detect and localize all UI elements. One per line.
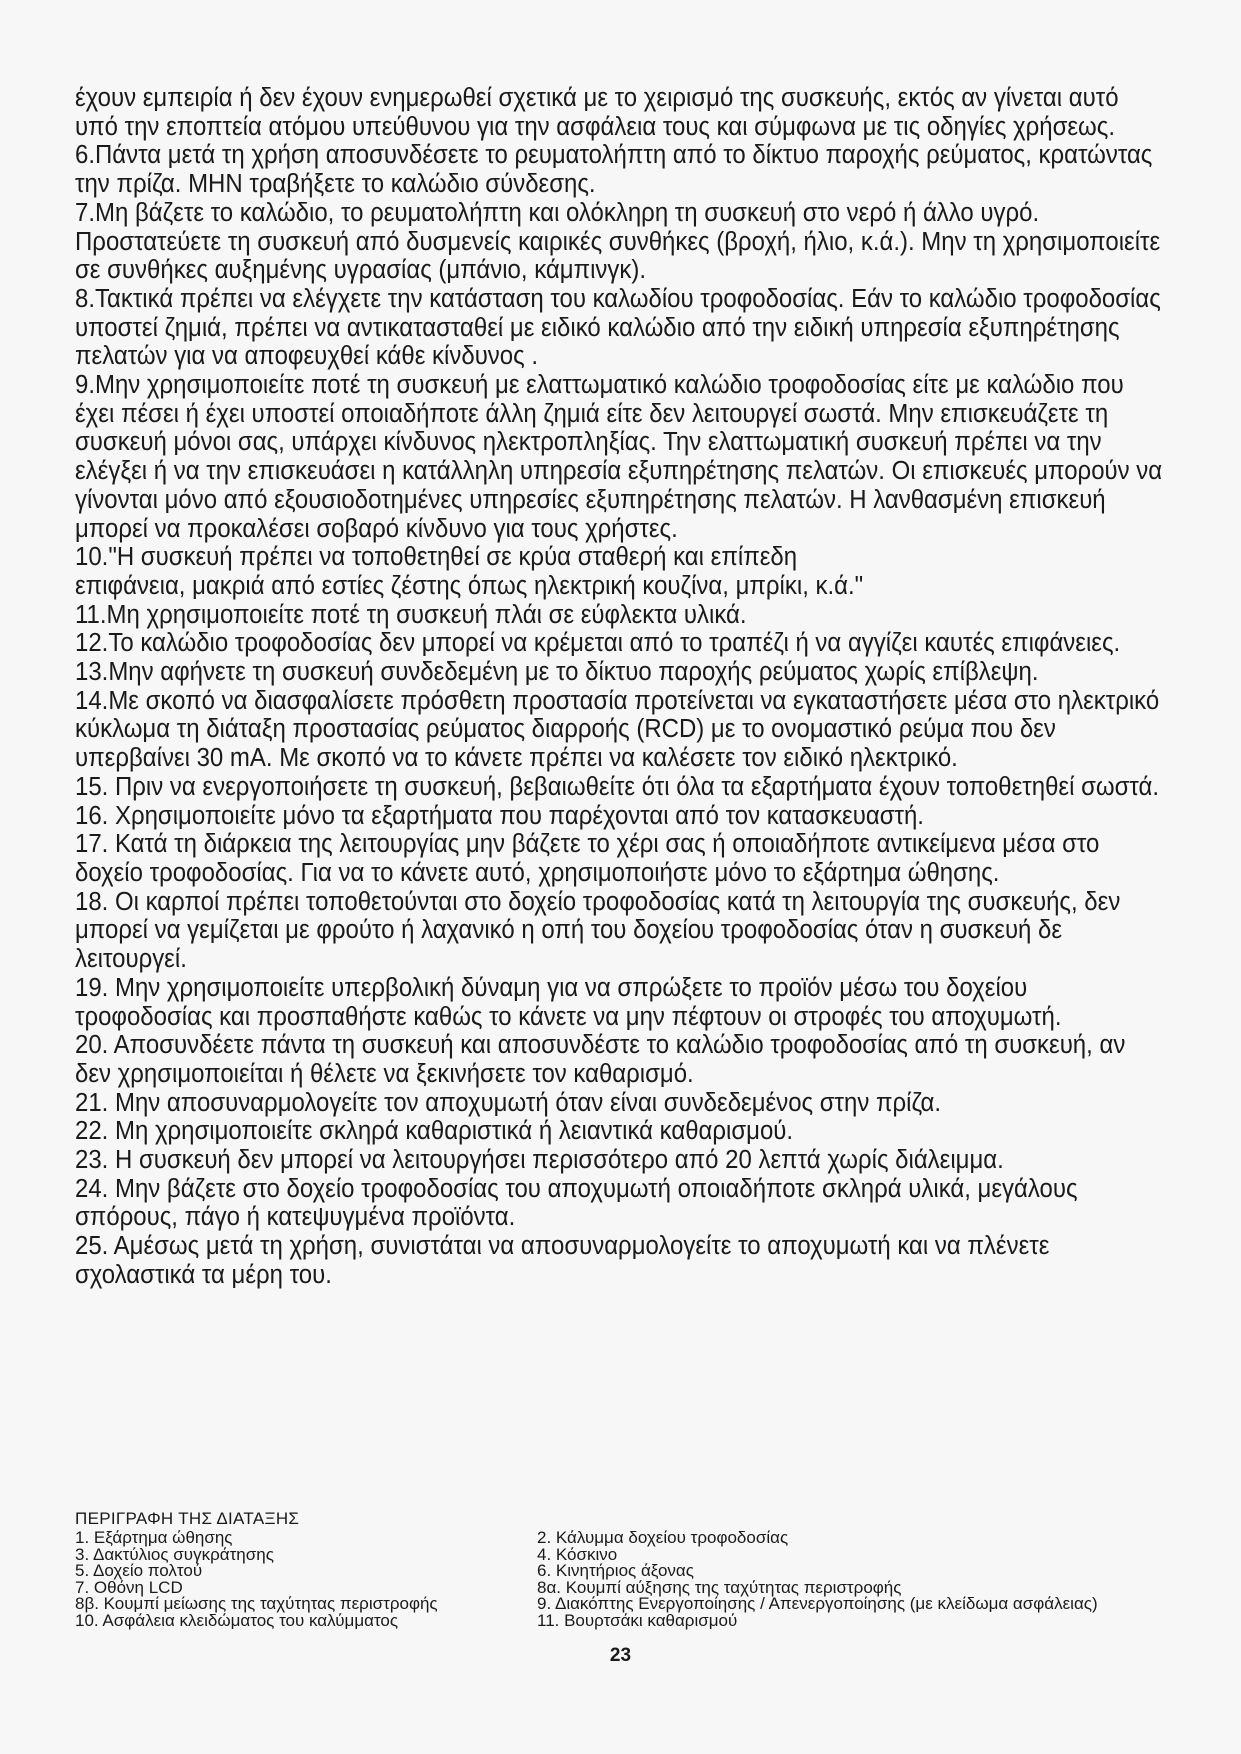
part-item: 4. Κόσκινο [537, 1544, 618, 1564]
part-item: 8β. Κουμπί μείωσης της ταχύτητας περιστροφής [75, 1594, 438, 1613]
part-item: 8α. Κουμπί αύξησης της ταχύτητας περιστροφής [537, 1577, 902, 1597]
paragraph: 22. Μη χρησιμοποιείτε σκληρά καθαριστικά ή λειαντικά καθαρισμού. [75, 1117, 794, 1146]
paragraph: 25. Αμέσως μετά τη χρήση, συνιστάται να αποσυναρμολογείτε το αποχυμωτή και να πλένετε σχολαστικά τα μέρη του. [75, 1232, 1050, 1289]
paragraph: έχουν εμπειρία ή δεν έχουν ενημερωθεί σχετικά με το χειρισμό της συσκευής, εκτός αν γίνεται αυτό υπό την εποπτεία ατόμου υπεύθυνου για την ασφάλεια τους και σύμφωνα με τις οδηγίες χρήσεως. [75, 84, 1119, 141]
paragraph: 10."Η συσκευή πρέπει να τοποθετηθεί σε κρύα σταθερή και επίπεδη [75, 543, 798, 572]
parts-list [75, 1530, 1185, 1629]
paragraph: 8.Τακτικά πρέπει να ελέγχετε την κατάσταση του καλωδίου τροφοδοσίας. Εάν το καλώδιο τροφοδοσίας υποστεί ζημιά, πρέπει να αντικατασταθεί με ειδικό καλώδιο από την ειδική υπηρεσία εξυπηρέτησης πελατών για να αποφευχθεί κάθε κίνδυνος . [75, 284, 1161, 371]
paragraph: 14.Με σκοπό να διασφαλίσετε πρόσθετη προστασία προτείνεται να εγκαταστήσετε μέσα στο ηλεκτρικό κύκλωμα τη διάταξη προστασίας ρεύματος διαρροής (RCD) με το ονομαστικό ρεύμα που δεν υπερβαίνει 30 mA. Με σκοπό να το κάνετε πρέπει να καλέσετε τον ειδικό ηλεκτρικό. [75, 686, 1160, 773]
part-item: 1. Εξάρτημα ώθησης [75, 1528, 233, 1547]
part-item: 3. Δακτύλιος συγκράτησης [75, 1544, 274, 1564]
part-item: 7. Οθόνη LCD [75, 1577, 183, 1597]
part-item: 11. Βουρτσάκι καθαρισμού [537, 1610, 738, 1630]
paragraph: 13.Μην αφήνετε τη συσκευή συνδεδεμένη με το δίκτυο παροχής ρεύματος χωρίς επίβλεψη. [75, 658, 1039, 687]
paragraph: 9.Μην χρησιμοποιείτε ποτέ τη συσκευή με ελαττωματικό καλώδιο τροφοδοσίας είτε με καλώδιο που έχει πέσει ή έχει υποστεί οποιαδήποτε άλλη ζημιά είτε δεν λειτουργεί σωστά. Μην επισκευάζετε τη συσκευή μόνοι σας, υπάρχει κίνδυνος ηλεκτροπληξίας. Την ελαττωματική συσκευή πρέπει να την ελέγξει ή να την επισκευάσει η κατάλληλη υπηρεσία εξυπηρέτησης πελατών. Οι επισκευές μπορούν να γίνονται μόνο από εξουσιοδοτημένες υπηρεσίες εξυπηρέτησης πελατών. Η λανθασμένη επισκευή μπορεί να προκαλέσει σοβαρό κίνδυνο για τους χρήστες. [75, 371, 1163, 543]
paragraph: επιφάνεια, μακριά από εστίες ζέστης όπως ηλεκτρική κουζίνα, μπρίκι, κ.ά." [75, 571, 864, 600]
paragraph: 6.Πάντα μετά τη χρήση αποσυνδέσετε το ρευματολήπτη από το δίκτυο παροχής ρεύματος, κρατώντας την πρίζα. ΜΗΝ τραβήξετε το καλώδιο σύνδεσης. [75, 141, 1153, 199]
paragraph: 23. Η συσκευή δεν μπορεί να λειτουργήσει περισσότερο από 20 λεπτά χωρίς διάλειμμα. [75, 1146, 1004, 1175]
paragraph: 17. Κατά τη διάρκεια της λειτουργίας μην βάζετε το χέρι σας ή οποιαδήποτε αντικείμενα μέσα στο δοχείο τροφοδοσίας. Για να το κάνετε αυτό, χρησιμοποιήστε μόνο το εξάρτημα ώθησης. [75, 830, 1100, 887]
paragraph: 15. Πριν να ενεργοποιήσετε τη συσκευή, βεβαιωθείτε ότι όλα τα εξαρτήματα έχουν τοποθετηθεί σωστά. [75, 772, 1160, 801]
paragraph: 18. Οι καρποί πρέπει τοποθετούνται στο δοχείο τροφοδοσίας κατά τη λειτουργία της συσκευής, δεν μπορεί να γεμίζεται με φρούτο ή λαχανικό η οπή του δοχείου τροφοδοσίας όταν η συσκευή δε λειτουργεί. [75, 887, 1121, 974]
paragraph: 24. Μην βάζετε στο δοχείο τροφοδοσίας του αποχυμωτή οποιαδήποτε σκληρά υλικά, μεγάλους σπόρους, πάγο ή κατεψυγμένα προϊόντα. [75, 1174, 1078, 1232]
paragraph: 19. Μην χρησιμοποιείτε υπερβολική δύναμη για να σπρώξετε το προϊόν μέσω του δοχείου τροφοδοσίας και προσπαθήστε καθώς το κάνετε να μην πέφτουν οι στροφές του αποχυμωτή. [75, 973, 1062, 1031]
safety-instructions [75, 84, 1165, 1290]
paragraph: 20. Αποσυνδέετε πάντα τη συσκευή και αποσυνδέστε το καλώδιο τροφοδοσίας από τη συσκευή, αν δεν χρησιμοποιείται ή θέλετε να ξεκινήσετε τον καθαρισμό. [75, 1031, 1126, 1088]
part-item: 9. Διακόπτης Ενεργοποίησης / Απενεργοποίησης (με κλείδωμα ασφάλειας) [537, 1594, 1098, 1613]
device-description-title: ΠΕΡΙΓΡΑΦΗ ΤΗΣ ΔΙΑΤΑΞΗΣ [75, 1509, 300, 1528]
page-number: 23 [609, 1645, 632, 1666]
part-item: 6. Κινητήριος άξονας [537, 1561, 694, 1580]
paragraph: 16. Χρησιμοποιείτε μόνο τα εξαρτήματα που παρέχονται από τον κατασκευαστή. [75, 801, 924, 830]
paragraph: 11.Μη χρησιμοποιείτε ποτέ τη συσκευή πλάι σε εύφλεκτα υλικά. [75, 600, 747, 629]
paragraph: 12.Το καλώδιο τροφοδοσίας δεν μπορεί να κρέμεται από το τραπέζι ή να αγγίζει καυτές επιφάνειες. [75, 629, 1121, 658]
paragraph: 21. Μην αποσυναρμολογείτε τον αποχυμωτή όταν είναι συνδεδεμένος στην πρίζα. [75, 1088, 941, 1117]
part-item: 5. Δοχείο πολτού [75, 1561, 203, 1580]
paragraph: 7.Μη βάζετε το καλώδιο, το ρευματολήπτη και ολόκληρη τη συσκευή στο νερό ή άλλο υγρό. Προστατεύετε τη συσκευή από δυσμενείς καιρικές συνθήκες (βροχή, ήλιο, κ.ά.). Μην τη χρησιμοποιείτε σε συνθήκες αυξημένης υγρασίας (μπάνιο, κάμπινγκ). [75, 198, 1161, 285]
part-item: 2. Κάλυμμα δοχείου τροφοδοσίας [537, 1528, 789, 1547]
part-item: 10. Ασφάλεια κλειδώματος του καλύμματος [75, 1610, 399, 1630]
